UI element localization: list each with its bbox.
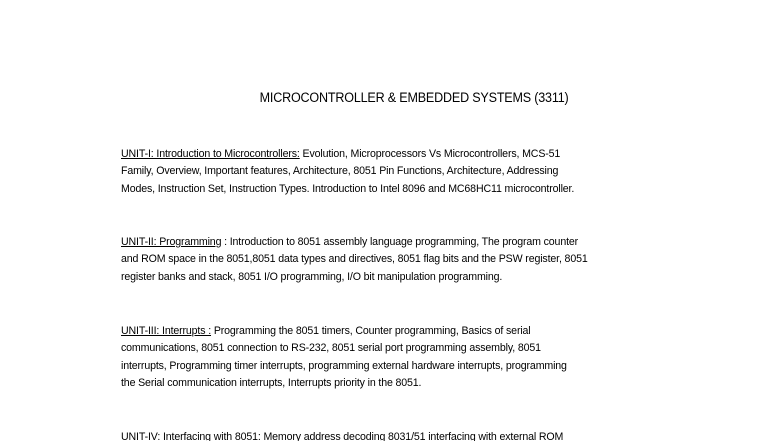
document-title [0,89,784,107]
unit-1-heading: UNIT-I: Introduction to Microcontrollers: [121,148,300,160]
unit-2-heading: UNIT-II: Programming [121,236,222,248]
unit-2-text-1: : Introduction to 8051 assembly language programming, The program counter [221,236,579,248]
unit-2-line-1 [121,234,661,251]
unit-1-line-1 [121,146,661,163]
unit-3-section [121,323,681,392]
unit-2-section [121,234,681,286]
unit-3-text-4: the Serial communication interrupts, Interrupts priority in the 8051. [121,376,422,389]
unit-4-section [121,429,681,441]
unit-4-text-1: Memory address decoding 8031/51 interfacing with external ROM [260,431,564,441]
unit-3-heading: UNIT-III: Interrupts : [121,325,212,337]
unit-1-text-1: Evolution, Microprocessors Vs Microcontrollers, MCS-51 [299,148,561,160]
unit-1-text-2: Family, Overview, Important features, Architecture, 8051 Pin Functions, Architecture, Addressing [121,165,559,178]
unit-1-section [121,146,681,198]
unit-4-heading: UNIT-IV: Interfacing with 8051: [121,431,261,441]
unit-3-text-2: communications, 8051 connection to RS-232, 8051 serial port programming assembly, 8051 [121,342,541,355]
unit-4-line-1 [121,429,661,441]
unit-2-text-2: and ROM space in the 8051,8051 data types and directives, 8051 flag bits and the PSW register, 8051 [121,253,588,266]
document-title-text: MICROCONTROLLER & EMBEDDED SYSTEMS (3311) [259,90,569,105]
unit-3-line-1 [121,323,661,340]
unit-1-text-3: Modes, Instruction Set, Instruction Types. Introduction to Intel 8096 and MC68HC11 microcontroller. [121,182,575,195]
unit-2-text-3: register banks and stack, 8051 I/O programming, I/O bit manipulation programming. [121,270,503,283]
unit-3-text-3: interrupts, Programming timer interrupts, programming external hardware interrupts, programming [121,359,567,372]
unit-3-text-1: Programming the 8051 timers, Counter programming, Basics of serial [211,325,531,337]
